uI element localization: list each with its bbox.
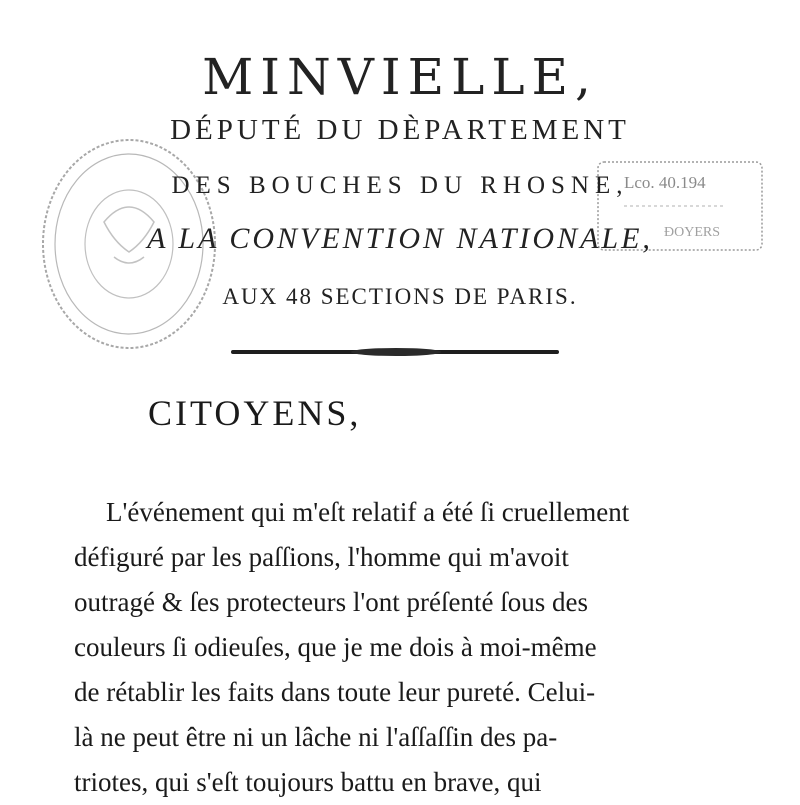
svg-text:ĐOYERS: ĐOYERS (664, 225, 721, 240)
document-title: MINVIELLE, (202, 48, 598, 106)
body-text (74, 490, 680, 805)
body-line: défiguré par les paſſions, l'homme qui m'avoit (74, 542, 569, 572)
body-line: L'événement qui m'eſt relatif a été ſi cruellement (106, 497, 630, 527)
title-line-sections: AUX 48 SECTIONS DE PARIS. (222, 284, 578, 309)
title-line-department: DES BOUCHES DU RHOSNE, (171, 172, 629, 199)
body-line: outragé & ſes protecteurs l'ont préſenté ſous des (74, 587, 588, 617)
stamp-shelfmark: Lco. 40.194 (624, 173, 706, 192)
body-line: de rétablir les faits dans toute leur pureté. Celui- (74, 677, 596, 707)
body-line: là ne peut être ni un lâche ni l'aſſaſſin des pa- (74, 722, 558, 752)
title-line-depute: DÉPUTÉ DU DÈPARTEMENT (170, 114, 630, 146)
body-line: triotes, qui s'eſt toujours battu en brave, qui (74, 767, 542, 797)
salutation: CITOYENS, (148, 393, 362, 433)
title-line-convention: A LA CONVENTION NATIONALE, (147, 222, 653, 255)
body-line: couleurs ſi odieuſes, que je me dois à moi-même (74, 632, 597, 662)
ornamental-rule (231, 350, 559, 354)
